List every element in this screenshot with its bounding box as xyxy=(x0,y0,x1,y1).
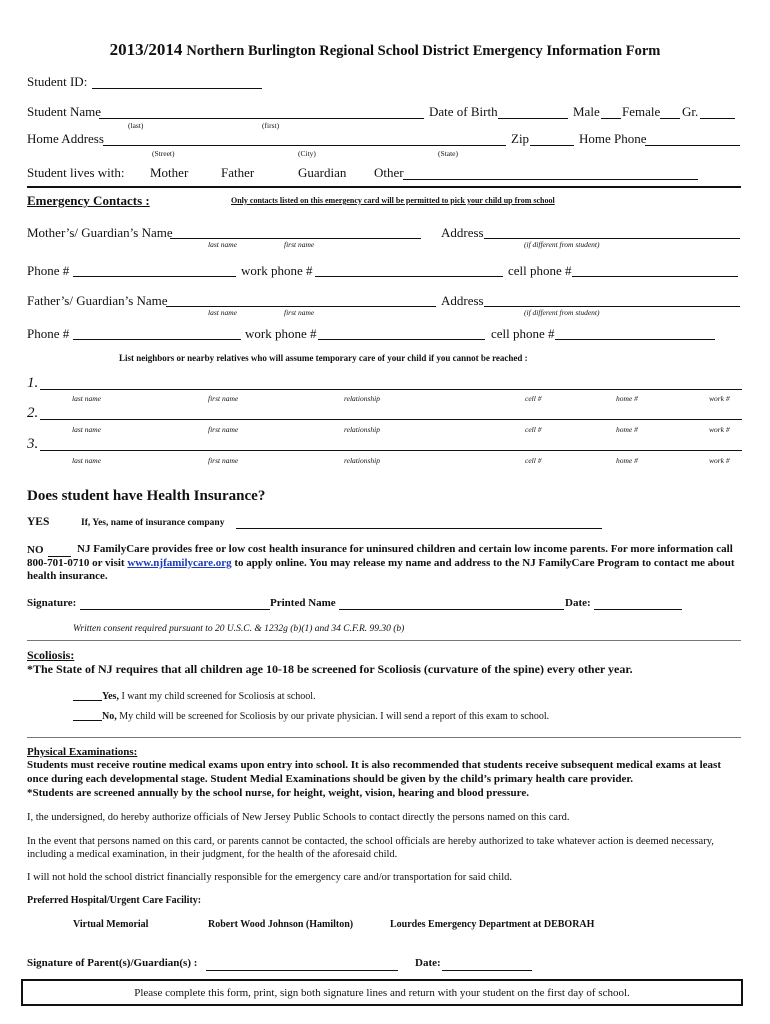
grade-label: Gr. xyxy=(682,104,699,119)
contact-row-number-2: 2. xyxy=(27,405,39,421)
male-field[interactable] xyxy=(601,118,621,119)
familycare-text-1: NJ FamilyCare provides free or low cost health insurance for uninsured children and certain low income parents. For more information call 800-701-0710 or visit xyxy=(27,543,733,569)
familycare-link[interactable]: www.njfamilycare.org xyxy=(127,556,232,569)
father-address-field[interactable] xyxy=(484,306,740,307)
row1-work-hint: work # xyxy=(709,394,730,403)
zip-label: Zip xyxy=(511,131,530,146)
signature-field[interactable] xyxy=(80,609,270,610)
row2-work-hint: work # xyxy=(709,425,730,434)
section-divider xyxy=(27,186,741,188)
neighbors-label: List neighbors or nearby relatives who will assume temporary care of your child if you cannot be reached : xyxy=(119,353,528,363)
home-address-field[interactable] xyxy=(103,145,506,146)
female-field[interactable] xyxy=(660,118,680,119)
insurance-yes-text: If, Yes, name of insurance company xyxy=(81,518,225,528)
contact-row-field-2[interactable] xyxy=(40,419,742,420)
scoliosis-no-label: No, xyxy=(102,711,117,722)
scoliosis-yes xyxy=(102,691,316,702)
row3-home-hint: home # xyxy=(616,456,638,465)
mother-name-label: Mother’s/ Guardian’s Name xyxy=(27,225,173,240)
dob-label: Date of Birth xyxy=(429,104,498,119)
first-hint: (first) xyxy=(262,121,280,130)
footer-instructions: Please complete this form, print, sign both signature lines and return with your student on the first day of school. xyxy=(21,979,743,1006)
row3-work-hint: work # xyxy=(709,456,730,465)
scoliosis-no xyxy=(102,711,549,722)
student-id-field[interactable] xyxy=(92,88,262,89)
printed-name-field[interactable] xyxy=(339,609,564,610)
liability-paragraph: I will not hold the school district financially responsible for the emergency care and/or transportation for said child. xyxy=(27,872,512,883)
consent-divider xyxy=(27,640,741,641)
scoliosis-no-field[interactable] xyxy=(73,720,102,721)
father-last-hint: last name xyxy=(208,308,237,317)
mother-first-hint: first name xyxy=(284,240,315,249)
row3-cell-hint: cell # xyxy=(525,456,542,465)
parent-signature-field[interactable] xyxy=(206,970,398,971)
state-hint: (State) xyxy=(438,149,458,158)
student-name-field[interactable] xyxy=(99,118,424,119)
phone-field-2[interactable] xyxy=(73,339,241,340)
work-phone-label-2: work phone # xyxy=(245,326,317,341)
insurance-company-field[interactable] xyxy=(236,528,602,529)
row1-last-hint: last name xyxy=(72,394,101,403)
phone-label-2: Phone # xyxy=(27,326,70,341)
work-phone-label-1: work phone # xyxy=(241,263,313,278)
hospital-option-lourdes[interactable]: Lourdes Emergency Department at DEBORAH xyxy=(390,919,595,930)
dob-field[interactable] xyxy=(498,118,568,119)
lives-option-father[interactable]: Father xyxy=(221,165,255,180)
phone-label-1: Phone # xyxy=(27,263,70,278)
form-title xyxy=(0,40,770,60)
home-phone-field[interactable] xyxy=(645,145,740,146)
work-phone-field-2[interactable] xyxy=(318,339,485,340)
insurance-yes-label: YES xyxy=(27,516,50,528)
row3-relationship-hint: relationship xyxy=(344,456,380,465)
city-hint: (City) xyxy=(298,149,316,158)
hospital-option-rwj[interactable]: Robert Wood Johnson (Hamilton) xyxy=(208,919,354,930)
lives-option-mother[interactable]: Mother xyxy=(150,165,189,180)
cell-phone-field-1[interactable] xyxy=(572,276,738,277)
father-address-label: Address xyxy=(441,293,484,308)
row2-cell-hint: cell # xyxy=(525,425,542,434)
scoliosis-yes-text: I want my child screened for Scoliosis at school. xyxy=(118,691,316,702)
authorize-paragraph: I, the undersigned, do hereby authorize officials of New Jersey Public Schools to contact directly the persons named on this card. xyxy=(27,812,570,823)
student-id-label: Student ID: xyxy=(27,74,88,89)
scoliosis-heading: Scoliosis: xyxy=(27,648,75,662)
scoliosis-yes-field[interactable] xyxy=(73,700,102,701)
cell-phone-field-2[interactable] xyxy=(555,339,715,340)
emergency-heading: Emergency Contacts : xyxy=(27,193,150,208)
street-hint: (Street) xyxy=(152,149,175,158)
contact-row-field-1[interactable] xyxy=(40,389,742,390)
father-name-label: Father’s/ Guardian’s Name xyxy=(27,293,168,308)
emergency-action-paragraph: In the event that persons named on this card, or parents cannot be contacted, the school officials are hereby authorized to take whatever action is deemed necessary, including a medical examination, in their judgment, for the health of the aforesaid child. xyxy=(27,836,714,860)
work-phone-field-1[interactable] xyxy=(315,276,503,277)
hospital-option-virtual-memorial[interactable]: Virtual Memorial xyxy=(73,919,149,930)
physical-heading: Physical Examinations: xyxy=(27,746,138,758)
lives-option-other[interactable]: Other xyxy=(374,165,404,180)
printed-name-label: Printed Name xyxy=(270,597,336,609)
row2-first-hint: first name xyxy=(208,425,239,434)
cell-phone-label-1: cell phone # xyxy=(508,263,572,278)
title-text: Northern Burlington Regional School District Emergency Information Form xyxy=(186,43,661,59)
physical-text: Students must receive routine medical exams upon entry into school. It is also recommended that students receive subsequent medical exams at least once during each developmental stage. Student Medial Examinations should be given by the child’s primary health care provider. xyxy=(27,759,721,785)
mother-name-field[interactable] xyxy=(170,238,421,239)
scoliosis-divider xyxy=(27,737,741,738)
last-hint: (last) xyxy=(128,121,144,130)
insurance-heading: Does student have Health Insurance? xyxy=(27,488,266,504)
mother-last-hint: last name xyxy=(208,240,237,249)
contact-row-number-1: 1. xyxy=(27,375,39,391)
scoliosis-statement: *The State of NJ requires that all children age 10-18 be screened for Scoliosis (curvature of the spine) every other year. xyxy=(27,662,633,676)
signature-label: Signature: xyxy=(27,597,77,609)
contact-row-number-3: 3. xyxy=(27,436,39,452)
physical-text-2: *Students are screened annually by the school nurse, for height, weight, vision, hearing and blood pressure. xyxy=(27,787,529,799)
parent-date-label: Date: xyxy=(415,957,441,969)
insurance-no-label: NO xyxy=(27,544,44,556)
student-name-label: Student Name xyxy=(27,104,102,119)
mother-address-field[interactable] xyxy=(484,238,740,239)
scoliosis-yes-label: Yes, xyxy=(102,691,119,702)
father-first-hint: first name xyxy=(284,308,315,317)
female-label: Female xyxy=(622,104,661,119)
other-field[interactable] xyxy=(403,179,698,180)
lives-with-label: Student lives with: xyxy=(27,165,125,180)
row3-first-hint: first name xyxy=(208,456,239,465)
row2-home-hint: home # xyxy=(616,425,638,434)
row2-relationship-hint: relationship xyxy=(344,425,380,434)
familycare-text-2: to apply online. You may release my name and address to the NJ FamilyCare Program to contact me about health insurance. xyxy=(27,556,735,582)
contact-row-field-3[interactable] xyxy=(40,450,742,451)
parent-date-field[interactable] xyxy=(442,970,532,971)
insurance-date-field[interactable] xyxy=(594,609,682,610)
lives-option-guardian[interactable]: Guardian xyxy=(298,165,347,180)
home-address-label: Home Address xyxy=(27,131,104,146)
zip-field[interactable] xyxy=(530,145,574,146)
male-label: Male xyxy=(573,104,600,119)
row1-home-hint: home # xyxy=(616,394,638,403)
grade-field[interactable] xyxy=(700,118,735,119)
scoliosis-no-text: My child will be screened for Scoliosis by our private physician. I will send a report of this exam to school. xyxy=(116,711,550,722)
father-name-field[interactable] xyxy=(166,306,436,307)
row1-relationship-hint: relationship xyxy=(344,394,380,403)
mother-address-label: Address xyxy=(441,225,484,240)
home-phone-label: Home Phone xyxy=(579,131,647,146)
parent-signature-label: Signature of Parent(s)/Guardian(s) : xyxy=(27,957,198,969)
row2-last-hint: last name xyxy=(72,425,101,434)
phone-field-1[interactable] xyxy=(73,276,236,277)
father-address-hint: (if different from student) xyxy=(524,308,600,317)
cell-phone-label-2: cell phone # xyxy=(491,326,555,341)
mother-address-hint: (if different from student) xyxy=(524,240,600,249)
row3-last-hint: last name xyxy=(72,456,101,465)
insurance-date-label: Date: xyxy=(565,597,591,609)
row1-cell-hint: cell # xyxy=(525,394,542,403)
familycare-text xyxy=(27,543,743,584)
hospital-label: Preferred Hospital/Urgent Care Facility: xyxy=(27,895,202,906)
title-year: 2013/2014 xyxy=(109,40,183,59)
emergency-note: Only contacts listed on this emergency card will be permitted to pick your child up from school xyxy=(231,196,555,205)
row1-first-hint: first name xyxy=(208,394,239,403)
consent-note: Written consent required pursuant to 20 U.S.C. & 1232g (b)(1) and 34 C.F.R. 99.30 (b) xyxy=(73,624,405,634)
